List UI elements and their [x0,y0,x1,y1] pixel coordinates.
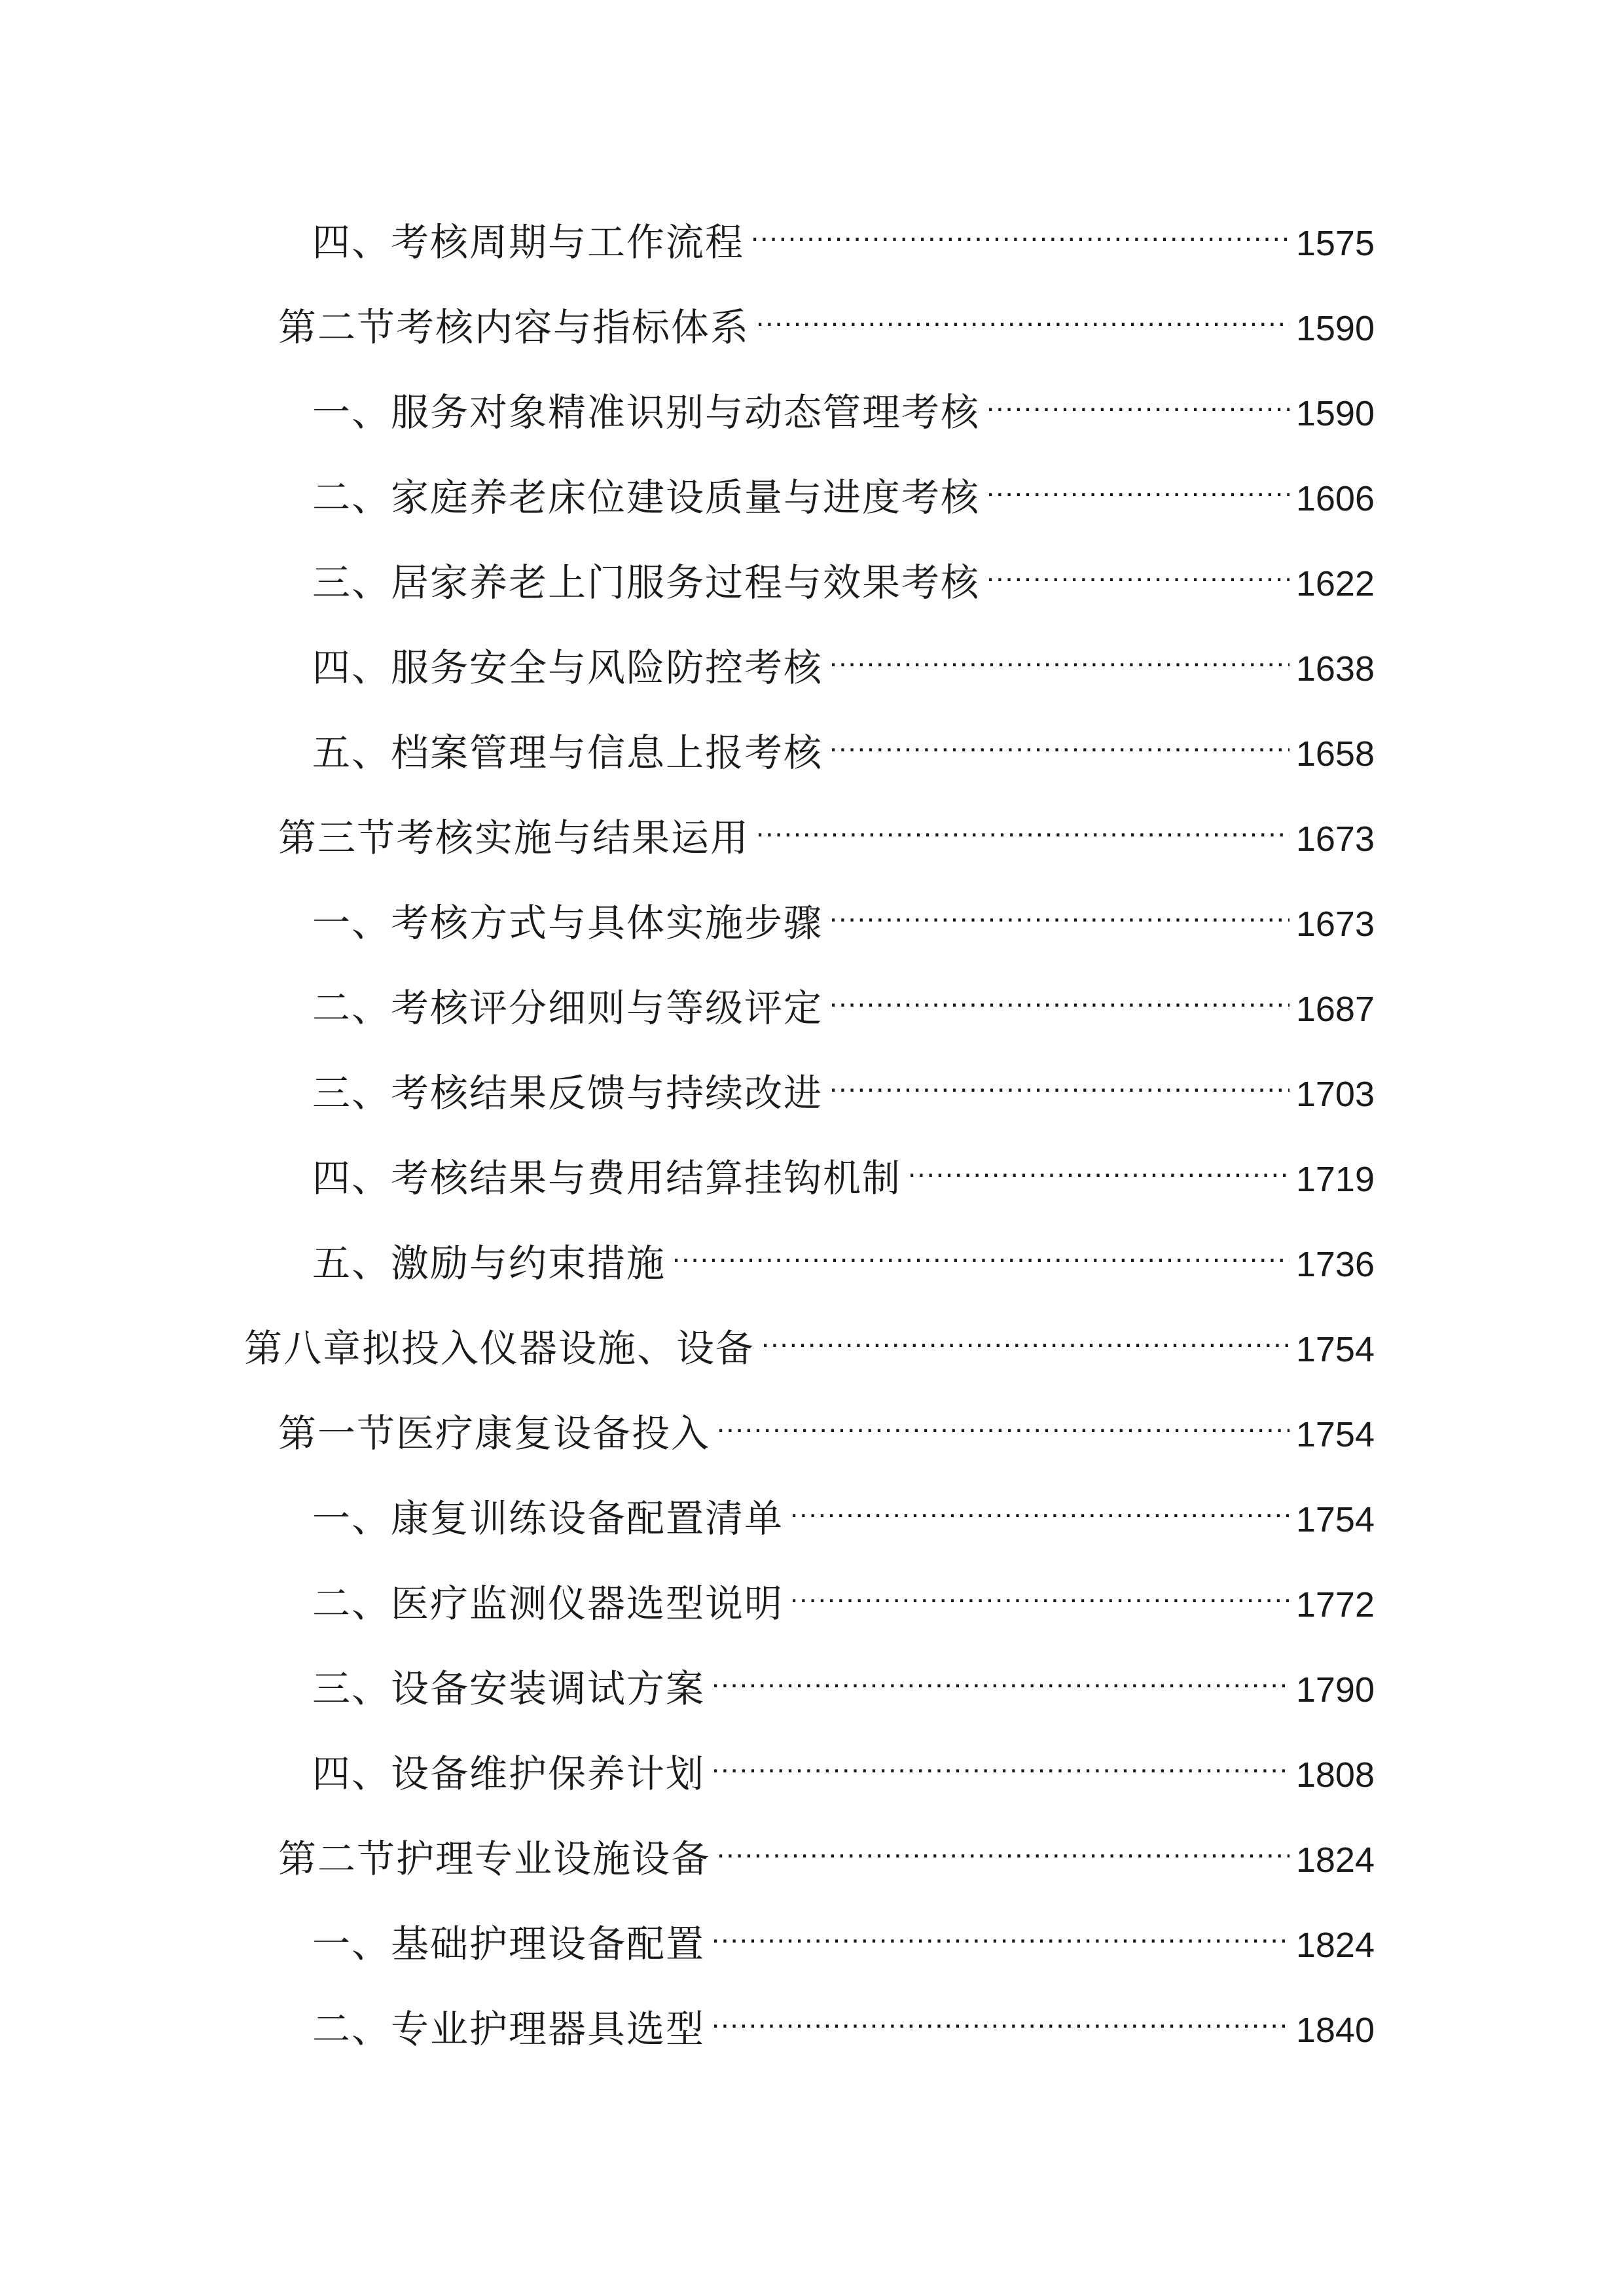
dot-leader [829,877,1290,936]
toc-entry[interactable] [278,1813,1375,1881]
toc-entry[interactable] [312,1132,1375,1200]
toc-entry-page-number: 1622 [1295,564,1375,603]
toc-entry-title: 五、激励与约束措施 [312,1241,666,1285]
toc-entry[interactable] [312,537,1375,605]
toc-entry-title: 二、医疗监测仪器选型说明 [312,1581,784,1626]
dot-leader [829,622,1290,681]
toc-entry-title: 第八章拟投入仪器设施、设备 [244,1326,755,1371]
toc-entry-page-number: 1703 [1295,1075,1375,1114]
toc-entry[interactable] [312,1047,1375,1115]
dot-leader [790,1473,1290,1532]
dot-leader [986,367,1290,425]
toc-entry-title: 五、档案管理与信息上报考核 [312,730,823,775]
dot-leader [829,707,1290,766]
toc-entry-page-number: 1719 [1295,1160,1375,1199]
toc-entry-title: 一、基础护理设备配置 [312,1922,706,1966]
toc-entry-title: 三、设备安装调试方案 [312,1666,706,1711]
toc-entry[interactable] [312,1983,1375,2051]
toc-entry[interactable] [278,281,1375,350]
toc-entry-page-number: 1754 [1295,1330,1375,1369]
toc-entry[interactable] [312,1898,1375,1966]
toc-entry-title: 一、考核方式与具体实施步骤 [312,901,823,945]
toc-entry-title: 第一节医疗康复设备投入 [278,1411,711,1456]
toc-entry-page-number: 1808 [1295,1755,1375,1795]
toc-entry-page-number: 1590 [1295,309,1375,348]
toc-entry-page-number: 1754 [1295,1415,1375,1454]
toc-entry-title: 四、服务安全与风险防控考核 [312,645,823,690]
dot-leader [712,1898,1290,1957]
dot-leader [761,1302,1290,1361]
toc-entry[interactable] [312,707,1375,775]
dot-leader [829,962,1290,1021]
dot-leader [908,1132,1290,1191]
dot-leader [712,1983,1290,2042]
toc-entry-title: 四、考核周期与工作流程 [312,220,745,264]
toc-entry-page-number: 1754 [1295,1500,1375,1539]
toc-entry-title: 第三节考核实施与结果运用 [278,816,750,860]
toc-entry[interactable] [312,1558,1375,1626]
toc-entry-title: 四、考核结果与费用结算挂钩机制 [312,1156,902,1200]
toc-entry[interactable] [244,1302,1375,1371]
toc-entry-title: 一、服务对象精准识别与动态管理考核 [312,390,981,435]
toc-entry[interactable] [312,1217,1375,1285]
toc-entry-page-number: 1772 [1295,1585,1375,1624]
toc-entry-title: 二、家庭养老床位建设质量与进度考核 [312,475,981,520]
dot-leader [790,1558,1290,1617]
toc-entry[interactable] [312,367,1375,435]
toc-entry[interactable] [312,1473,1375,1541]
dot-leader [756,281,1290,340]
toc-entry-title: 三、考核结果反馈与持续改进 [312,1071,823,1115]
toc-entry[interactable] [312,877,1375,945]
toc-entry-page-number: 1673 [1295,819,1375,859]
toc-entry[interactable] [312,1643,1375,1711]
toc-entry-page-number: 1575 [1295,224,1375,263]
toc-entry[interactable] [278,1388,1375,1456]
toc-entry-title: 一、康复训练设备配置清单 [312,1496,784,1541]
toc-entry[interactable] [312,196,1375,264]
toc-entry-title: 四、设备维护保养计划 [312,1751,706,1796]
toc-entry-title: 二、考核评分细则与等级评定 [312,986,823,1030]
toc-entry-page-number: 1658 [1295,734,1375,774]
toc-entry-page-number: 1673 [1295,905,1375,944]
toc-entry-page-number: 1824 [1295,1926,1375,1965]
toc-entry[interactable] [278,792,1375,860]
dot-leader [717,1813,1290,1872]
toc-entry-page-number: 1736 [1295,1245,1375,1284]
toc-entry-title: 第二节考核内容与指标体系 [278,305,750,350]
dot-leader [717,1388,1290,1446]
toc-entry-page-number: 1840 [1295,2011,1375,2050]
dot-leader [986,452,1290,511]
toc-entry-page-number: 1590 [1295,394,1375,433]
dot-leader [986,537,1290,596]
dot-leader [756,792,1290,851]
toc-entry-title: 三、居家养老上门服务过程与效果考核 [312,560,981,605]
dot-leader [712,1728,1290,1787]
toc-entry-page-number: 1824 [1295,1840,1375,1880]
dot-leader [672,1217,1290,1276]
toc-entry-title: 二、专业护理器具选型 [312,2007,706,2051]
toc-entry[interactable] [312,962,1375,1030]
toc-entry[interactable] [312,452,1375,520]
dot-leader [751,196,1290,255]
toc-entry-title: 第二节护理专业设施设备 [278,1837,711,1881]
toc-entry[interactable] [312,1728,1375,1796]
dot-leader [829,1047,1290,1106]
toc-entry-page-number: 1638 [1295,649,1375,689]
toc-entry[interactable] [312,622,1375,690]
toc-entry-page-number: 1687 [1295,990,1375,1029]
toc-entry-page-number: 1606 [1295,479,1375,518]
dot-leader [712,1643,1290,1702]
toc-entry-page-number: 1790 [1295,1670,1375,1710]
